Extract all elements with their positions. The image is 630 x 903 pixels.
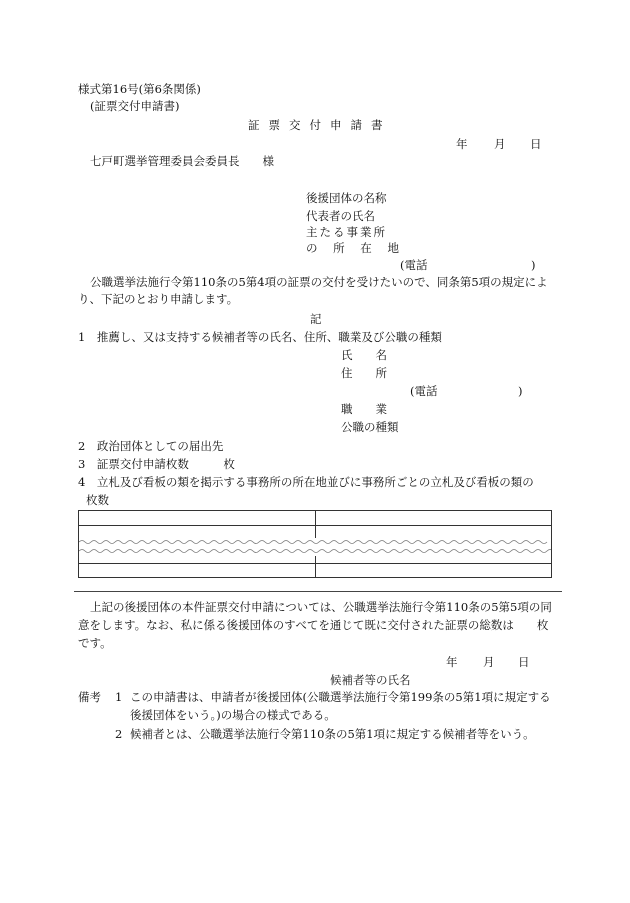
date-year: 年: [456, 137, 468, 151]
notes-label: 備考: [78, 690, 101, 704]
candidate-occupation-label: 職 業: [341, 402, 387, 416]
table-row: [79, 525, 551, 526]
item-4-line2: 枚数: [86, 493, 109, 507]
rep-name-label: 代表者の氏名: [306, 209, 375, 223]
office-label-1: 主たる事業所: [306, 225, 387, 239]
office-type-label: 公職の種類: [341, 420, 399, 434]
candidate-name-label: 氏 名: [341, 348, 387, 362]
date-month: 月: [494, 137, 506, 151]
addressee: 七戸町選挙管理委員会委員長 様: [90, 154, 274, 168]
consent-line1: 上記の後援団体の本件証票交付申請については、公職選挙法施行令第110条の5第5項の同: [90, 600, 552, 614]
consent-day: 日: [518, 655, 530, 669]
table-row: [79, 563, 551, 564]
applicant-phone: (電話 ): [400, 258, 536, 272]
table-break-wave: [79, 538, 551, 556]
body-para-line1: 公職選挙法施行令第110条の5第4項の証票の交付を受けたいので、同条第5項の規定によ: [90, 275, 548, 289]
ki-heading: 記: [310, 312, 322, 326]
note-1-number: 1: [115, 690, 123, 704]
item-2: 2 政治団体としての届出先: [78, 439, 224, 453]
consent-year: 年: [446, 655, 458, 669]
item-3: 3 証票交付申請枚数 枚: [78, 457, 235, 471]
candidate-name-field: 候補者等の氏名: [330, 673, 411, 687]
item-4-line1: 4 立札及び看板の類を掲示する事務所の所在地並びに事務所ごとの立札及び看板の類の: [78, 475, 534, 489]
date-day: 日: [530, 137, 542, 151]
note-1-line1: この申請書は、申請者が後援団体(公職選挙法施行令第199条の5第1項に規定する: [130, 690, 551, 704]
item-1: 1 推薦し、又は支持する候補者等の氏名、住所、職業及び公職の種類: [78, 330, 442, 344]
form-name: (証票交付申請書): [90, 99, 180, 113]
consent-line2: 意をします。なお、私に係る後援団体のすべてを通じて既に交付された証票の総数は 枚: [78, 618, 549, 632]
consent-line3: です。: [78, 636, 112, 650]
candidate-address-label: 住 所: [341, 366, 387, 380]
note-2-number: 2: [115, 727, 123, 741]
page-title: 証票交付申請書: [248, 118, 392, 132]
section-divider: [74, 591, 562, 592]
org-name-label: 後援団体の名称: [306, 191, 387, 205]
consent-month: 月: [483, 655, 495, 669]
note-1-line2: 後援団体をいう。)の場合の様式である。: [130, 708, 336, 722]
form-number: 様式第16号(第6条関係): [78, 82, 201, 96]
body-para-line2: り、下記のとおり申請します。: [78, 292, 239, 306]
office-label-2: の 所 在 地: [306, 241, 405, 255]
candidate-phone: (電話 ): [410, 384, 523, 398]
note-2-text: 候補者とは、公職選挙法施行令第110条の5第1項に規定する候補者等をいう。: [130, 727, 535, 741]
